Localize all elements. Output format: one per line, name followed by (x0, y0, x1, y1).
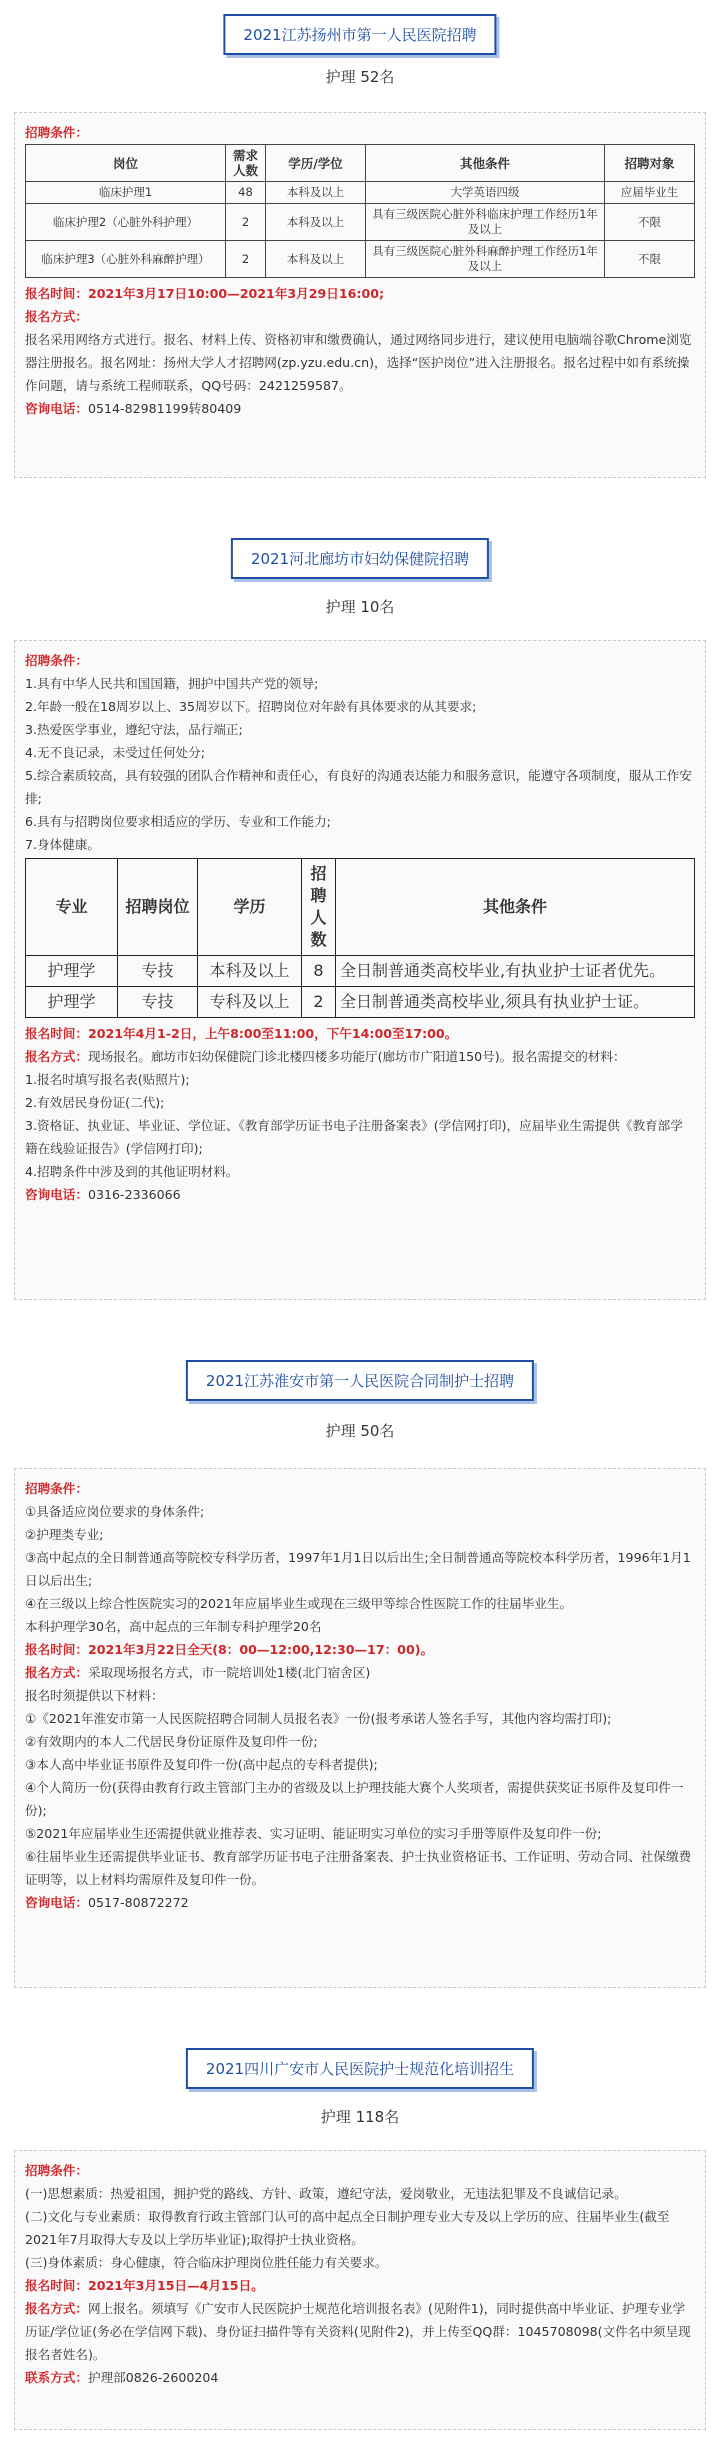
phone-value: 0316-2336066 (87, 1187, 181, 1202)
conditions-label: 招聘条件： (25, 653, 88, 668)
table-header-row (26, 145, 695, 182)
material-item: ⑤2021年应届毕业生还需提供就业推荐表、实习证明、能证明实习单位的实习手册等原件及复印件一份; (25, 1826, 602, 1841)
method-label: 报名方式： (25, 1665, 88, 1680)
table-header: 招聘岗位 (118, 859, 198, 956)
table-cell: 具有三级医院心脏外科临床护理工作经历1年及以上 (366, 204, 605, 241)
positions-table (25, 858, 695, 1018)
method (25, 2297, 695, 2366)
material-item: ①《2021年淮安市第一人民医院招聘合同制人员报名表》一份(报考承诺人签名手写，其他内容均需打印); (25, 1711, 612, 1726)
method (25, 1661, 695, 1684)
material-item: 2.有效居民身份证(二代); (25, 1095, 165, 1110)
contact (25, 2366, 695, 2389)
section-title: 2021江苏扬州市第一人民医院招聘 (223, 14, 496, 55)
section-subtitle: 护理 52名 (325, 68, 395, 86)
section-title: 2021河北廊坊市妇幼保健院招聘 (231, 538, 489, 579)
table-cell: 具有三级医院心脏外科麻醉护理工作经历1年及以上 (366, 241, 605, 278)
method-label: 报名方式： (25, 309, 88, 324)
material-item: ⑥往届毕业生还需提供毕业证书、教育部学历证书电子注册备案表、护士执业资格证书、工作证明、劳动合同、社保缴费证明等，以上材料均需原件及复印件一份。 (25, 1849, 692, 1887)
table-cell: 本科及以上 (266, 182, 366, 204)
table-header: 需求人数 (226, 145, 266, 182)
phone-label: 咨询电话： (25, 401, 88, 416)
time-label: 报名时间： (25, 286, 88, 301)
table-header: 其他条件 (366, 145, 605, 182)
condition-item: ①具备适应岗位要求的身体条件; (25, 1504, 205, 1519)
material-item: ④个人简历一份(获得由教育行政主管部门主办的省级及以上护理技能大赛个人奖项者，需提供获奖证书原件及复印件一份); (25, 1780, 684, 1818)
phone (25, 397, 695, 420)
registration-time (25, 1638, 695, 1661)
table-header: 学历 (198, 859, 302, 956)
phone-label: 咨询电话： (25, 1895, 88, 1910)
table-cell: 本科及以上 (266, 241, 366, 278)
condition-item: 4.无不良记录，未受过任何处分; (25, 745, 205, 760)
condition-item: 3.热爱医学事业，遵纪守法，品行端正; (25, 722, 243, 737)
material-item: 1.报名时填写报名表(贴照片); (25, 1072, 190, 1087)
time-value: 2021年3月22日全天(8：00—12:00,12:30—17：00)。 (87, 1642, 434, 1657)
time-value: 2021年3月17日10:00—2021年3月29日16:00; (87, 286, 385, 301)
table-row (26, 241, 695, 278)
table-cell: 临床护理2（心脏外科护理） (26, 204, 226, 241)
table-cell: 应届毕业生 (605, 182, 695, 204)
conditions-label: 招聘条件： (25, 2163, 88, 2178)
section-title: 2021江苏淮安市第一人民医院合同制护士招聘 (186, 1360, 534, 1401)
condition-item: ④在三级以上综合性医院实习的2021年应届毕业生或现在三级甲等综合性医院工作的往届毕业生。 (25, 1596, 573, 1611)
phone-value: 0514-82981199转80409 (87, 401, 242, 416)
condition-item: (一)思想素质：热爱祖国，拥护党的路线、方针、政策，遵纪守法，爱岗敬业，无违法犯罪及不良诚信记录。 (25, 2186, 627, 2201)
condition-item: 6.具有与招聘岗位要求相适应的学历、专业和工作能力; (25, 814, 331, 829)
time-label: 报名时间： (25, 1642, 88, 1657)
table-cell: 全日制普通类高校毕业,须具有执业护士证。 (336, 987, 695, 1018)
content-box (14, 640, 706, 1300)
table-row (26, 204, 695, 241)
condition-item: 本科护理学30名，高中起点的三年制专科护理学20名 (25, 1619, 322, 1634)
content-box (14, 2150, 706, 2430)
table-cell: 8 (302, 956, 336, 987)
contact-label: 联系方式： (25, 2370, 88, 2385)
registration-time (25, 2274, 695, 2297)
phone-label: 咨询电话： (25, 1187, 88, 1202)
table-header: 专业 (26, 859, 118, 956)
table-cell: 本科及以上 (266, 204, 366, 241)
table-cell: 护理学 (26, 987, 118, 1018)
table-cell: 专技 (118, 956, 198, 987)
material-item: ②有效期内的本人二代居民身份证原件及复印件一份; (25, 1734, 318, 1749)
table-cell: 专科及以上 (198, 987, 302, 1018)
table-cell: 全日制普通类高校毕业,有执业护士证者优先。 (336, 956, 695, 987)
table-header: 学历/学位 (266, 145, 366, 182)
table-header: 其他条件 (336, 859, 695, 956)
table-cell: 不限 (605, 241, 695, 278)
registration-time (25, 1022, 695, 1045)
time-value: 2021年4月1-2日，上午8:00至11:00，下午14:00至17:00。 (87, 1026, 458, 1041)
phone-value: 0517-80872272 (87, 1895, 189, 1910)
table-cell: 护理学 (26, 956, 118, 987)
table-cell: 临床护理1 (26, 182, 226, 204)
table-header-row (26, 859, 695, 956)
table-row (26, 956, 695, 987)
method-text: 网上报名。须填写《广安市人民医院护士规范化培训报名表》(见附件1)，同时提供高中毕业证、护理专业学历证/学位证(务必在学信网下载)、身份证扫描件等有关资料(见附件2)，并上传至QQ群：1045708098(文件名中须呈现报名者姓名)。 (25, 2301, 691, 2362)
materials-intro: 报名时须提供以下材料： (25, 1688, 164, 1703)
method-label: 报名方式： (25, 2301, 88, 2316)
material-item: 4.招聘条件中涉及到的其他证明材料。 (25, 1164, 239, 1179)
table-row (26, 987, 695, 1018)
registration-time (25, 282, 695, 305)
phone (25, 1183, 695, 1206)
table-cell: 大学英语四级 (366, 182, 605, 204)
condition-item: 5.综合素质较高，具有较强的团队合作精神和责任心，有良好的沟通表达能力和服务意识，能遵守各项制度，服从工作安排; (25, 768, 692, 806)
table-header: 招聘对象 (605, 145, 695, 182)
condition-item: ③高中起点的全日制普通高等院校专科学历者，1997年1月1日以后出生;全日制普通高等院校本科学历者，1996年1月1日以后出生; (25, 1550, 691, 1588)
table-header: 招聘人数 (302, 859, 336, 956)
contact-value: 护理部0826-2600204 (87, 2370, 219, 2385)
condition-item: (二)文化与专业素质：取得教育行政主管部门认可的高中起点全日制护理专业大专及以上学历的应、往届毕业生(截至2021年7月取得大专及以上学历毕业证);取得护士执业资格。 (25, 2209, 670, 2247)
section-subtitle: 护理 50名 (325, 1422, 395, 1440)
conditions-label: 招聘条件： (25, 1481, 88, 1496)
time-label: 报名时间： (25, 1026, 88, 1041)
material-item: ③本人高中毕业证书原件及复印件一份(高中起点的专科者提供); (25, 1757, 378, 1772)
table-cell: 临床护理3（心脏外科麻醉护理） (26, 241, 226, 278)
condition-item: 2.年龄一般在18周岁以上、35周岁以下。招聘岗位对年龄有具体要求的从其要求; (25, 699, 477, 714)
method-text: 现场报名。廊坊市妇幼保健院门诊北楼四楼多功能厅(廊坊市广阳道150号)。报名需提交的材料： (87, 1049, 626, 1064)
table-header: 岗位 (26, 145, 226, 182)
content-box (14, 1468, 706, 1988)
method-text: 报名采用网络方式进行。报名、材料上传、资格初审和缴费确认，通过网络同步进行，建议使用电脑端谷歌Chrome浏览器注册报名。报名网址：扬州大学人才招聘网(zp.yzu.edu.cn)，选择“医护岗位”进入注册报名。报名过程中如有系统操作问题，请与系统工程师联系，QQ号码：2421259587。 (25, 332, 692, 393)
method-text: 采取现场报名方式，市一院培训处1楼(北门宿舍区) (87, 1665, 371, 1680)
table-cell: 2 (226, 241, 266, 278)
method (25, 1045, 695, 1068)
method-label: 报名方式： (25, 1049, 88, 1064)
phone (25, 1891, 695, 1914)
table-cell: 本科及以上 (198, 956, 302, 987)
table-cell: 专技 (118, 987, 198, 1018)
time-value: 2021年3月15日—4月15日。 (87, 2278, 264, 2293)
content-box (14, 112, 706, 478)
table-row (26, 182, 695, 204)
conditions-label: 招聘条件： (25, 125, 88, 140)
section-subtitle: 护理 118名 (320, 2108, 400, 2126)
condition-item: ②护理类专业; (25, 1527, 104, 1542)
positions-table (25, 144, 695, 278)
material-item: 3.资格证、执业证、毕业证、学位证、《教育部学历证书电子注册备案表》(学信网打印)，应届毕业生需提供《教育部学籍在线验证报告》(学信网打印); (25, 1118, 683, 1156)
table-cell: 2 (226, 204, 266, 241)
time-label: 报名时间： (25, 2278, 88, 2293)
condition-item: 1.具有中华人民共和国国籍，拥护中国共产党的领导; (25, 676, 319, 691)
table-cell: 2 (302, 987, 336, 1018)
table-cell: 不限 (605, 204, 695, 241)
condition-item: 7.身体健康。 (25, 837, 100, 852)
section-title: 2021四川广安市人民医院护士规范化培训招生 (186, 2048, 534, 2089)
section-subtitle: 护理 10名 (325, 598, 395, 616)
condition-item: (三)身体素质：身心健康，符合临床护理岗位胜任能力有关要求。 (25, 2255, 388, 2270)
table-cell: 48 (226, 182, 266, 204)
